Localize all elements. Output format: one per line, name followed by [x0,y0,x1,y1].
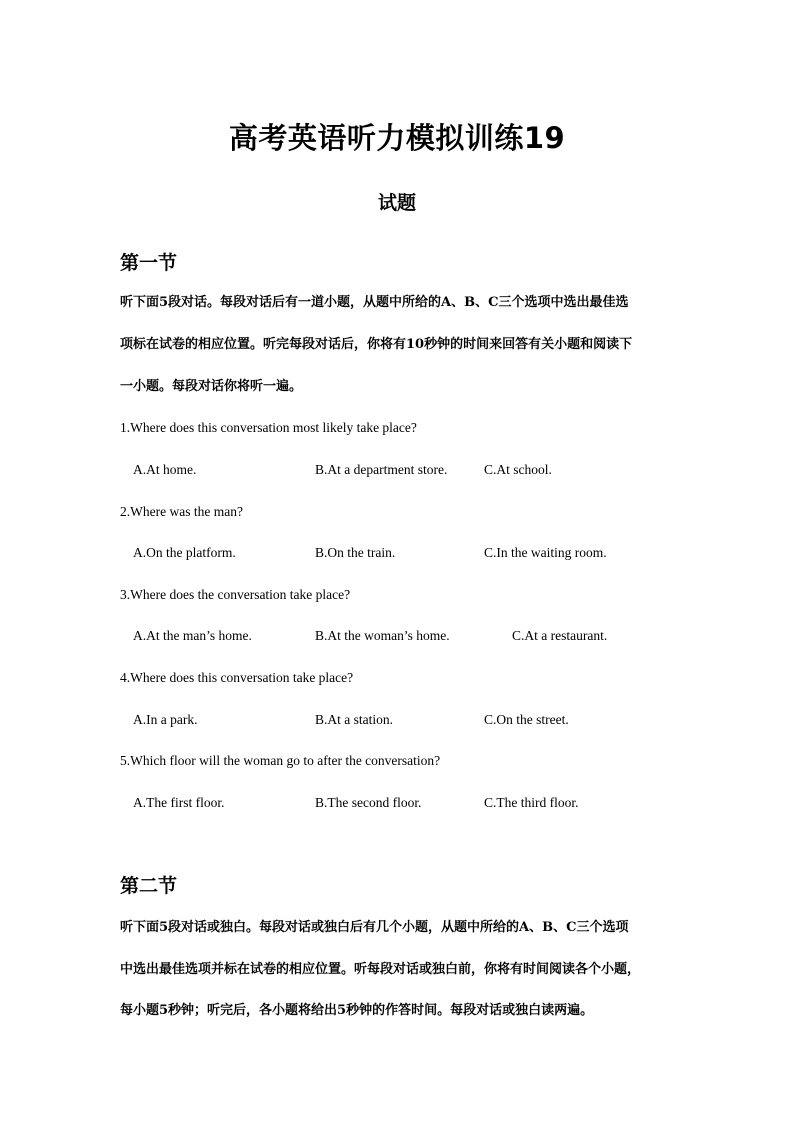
q5-option-c: C.The third floor. [484,795,579,810]
q5-option-b: B.The second floor. [315,795,422,810]
question-1: 1.Where does this conversation most likely take place? [120,420,417,435]
section2-instruction-line: 每小题5秒钟；听完后，各小题将给出5秒钟的作答时间。每段对话或独白读两遍。 [120,1003,594,1018]
section2-instruction-line: 中选出最佳选项并标在试卷的相应位置。听每段对话或独白前，你将有时间阅读各个小题， [120,962,641,977]
q1-option-b: B.At a department store. [315,462,448,477]
document-title: 高考英语听力模拟训练19 [228,121,566,155]
section1-heading: 第一节 [120,252,178,274]
section2-instruction-line: 听下面5段对话或独白。每段对话或独白后有几个小题，从题中所给的A、B、C三个选项 [120,920,629,935]
q5-option-a: A.The first floor. [133,795,225,810]
section1-instruction-line: 项标在试卷的相应位置。听完每段对话后，你将有10秒钟的时间来回答有关小题和阅读下 [120,337,633,352]
section1-instruction-line: 听下面5段对话。每段对话后有一道小题，从题中所给的A、B、C三个选项中选出最佳选 [120,295,629,310]
q1-option-a: A.At home. [133,462,197,477]
q3-option-c: C.At a restaurant. [512,628,608,643]
q2-option-b: B.On the train. [315,545,396,560]
document-subtitle: 试题 [377,192,416,214]
question-5: 5.Which floor will the woman go to after the conversation? [120,753,441,768]
section1-instruction-line: 一小题。每段对话你将听一遍。 [120,379,303,394]
q2-option-c: C.In the waiting room. [484,545,607,560]
question-3: 3.Where does the conversation take place? [120,587,351,602]
q3-option-b: B.At the woman’s home. [315,628,450,643]
q2-option-a: A.On the platform. [133,545,236,560]
question-2: 2.Where was the man? [120,504,243,519]
q1-option-c: C.At school. [484,462,552,477]
q4-option-b: B.At a station. [315,712,393,727]
q4-option-c: C.On the street. [484,712,569,727]
section2-heading: 第二节 [120,875,178,897]
question-4: 4.Where does this conversation take place? [120,670,354,685]
q4-option-a: A.In a park. [133,712,198,727]
q3-option-a: A.At the man’s home. [133,628,252,643]
